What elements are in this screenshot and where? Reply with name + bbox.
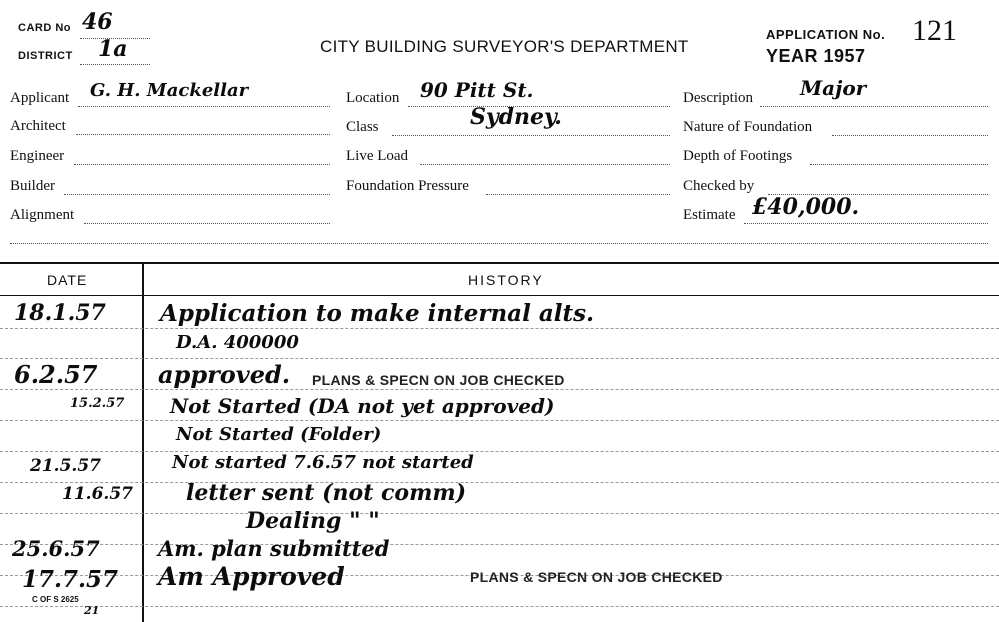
estimate-value: £40,000. xyxy=(752,194,860,220)
year: YEAR 1957 xyxy=(766,46,866,66)
row-7-text: letter sent (not comm) xyxy=(186,480,467,506)
card-no-label: CARD No xyxy=(18,22,71,34)
row-6-text: Not started 7.6.57 not started xyxy=(172,452,474,473)
applicant-value: G. H. Mackellar xyxy=(90,80,249,101)
row-10-stamp: PLANS & SPECN ON JOB CHECKED xyxy=(470,569,723,585)
district-label: DISTRICT xyxy=(18,50,73,62)
row-4-date: 15.2.57 xyxy=(70,396,125,411)
row-1-text: Application to make internal alts. xyxy=(160,300,595,327)
history-header: HISTORY xyxy=(468,272,544,288)
row-4-text: Not Started (DA not yet approved) xyxy=(170,394,555,418)
row-3-text: approved. xyxy=(158,360,291,389)
department-title: CITY BUILDING SURVEYOR'S DEPARTMENT xyxy=(320,37,689,56)
applicant-label: Applicant xyxy=(10,90,70,106)
row-9-date: 25.6.57 xyxy=(12,536,100,561)
form-code: C OF S 2625 xyxy=(32,595,79,604)
row-9-text: Am. plan submitted xyxy=(158,536,390,561)
estimate-label: Estimate xyxy=(683,207,736,223)
row-5-text: Not Started (Folder) xyxy=(176,424,382,445)
engineer-label: Engineer xyxy=(10,148,65,164)
alignment-label: Alignment xyxy=(10,207,75,223)
date-header: DATE xyxy=(47,272,88,288)
row-3-stamp: PLANS & SPECN ON JOB CHECKED xyxy=(312,372,565,388)
class-value: Sydney. xyxy=(470,104,562,130)
nature-of-foundation-label: Nature of Foundation xyxy=(683,119,813,135)
description-label: Description xyxy=(683,90,753,106)
district-value: 1a xyxy=(98,36,128,62)
row-2-text: D.A. 400000 xyxy=(176,332,299,353)
row-8-text: Dealing " " xyxy=(246,508,380,534)
header-bottom-rule xyxy=(0,295,999,296)
row-3-date: 6.2.57 xyxy=(14,360,98,389)
application-label: APPLICATION No. xyxy=(766,27,886,42)
form-mark: 21 xyxy=(84,604,100,617)
checked-by-label: Checked by xyxy=(683,178,755,194)
description-value: Major xyxy=(800,76,867,100)
application-value: 121 xyxy=(912,14,957,47)
live-load-label: Live Load xyxy=(346,148,409,164)
date-column-divider xyxy=(142,264,144,622)
row-10-text: Am Approved xyxy=(158,562,345,591)
row-7-date: 11.6.57 xyxy=(62,484,133,504)
builder-label: Builder xyxy=(10,178,55,194)
row-6-date: 21.5.57 xyxy=(30,456,101,476)
architect-label: Architect xyxy=(10,118,66,134)
row-1-date: 18.1.57 xyxy=(14,300,106,326)
location-label: Location xyxy=(346,90,400,106)
foundation-pressure-label: Foundation Pressure xyxy=(346,178,469,194)
location-value: 90 Pitt St. xyxy=(420,78,534,102)
depth-of-footings-label: Depth of Footings xyxy=(683,148,793,164)
class-label: Class xyxy=(346,119,379,135)
table-top-rule xyxy=(0,262,999,264)
card-no-value: 46 xyxy=(82,9,113,35)
row-10-date: 17.7.57 xyxy=(22,566,119,593)
